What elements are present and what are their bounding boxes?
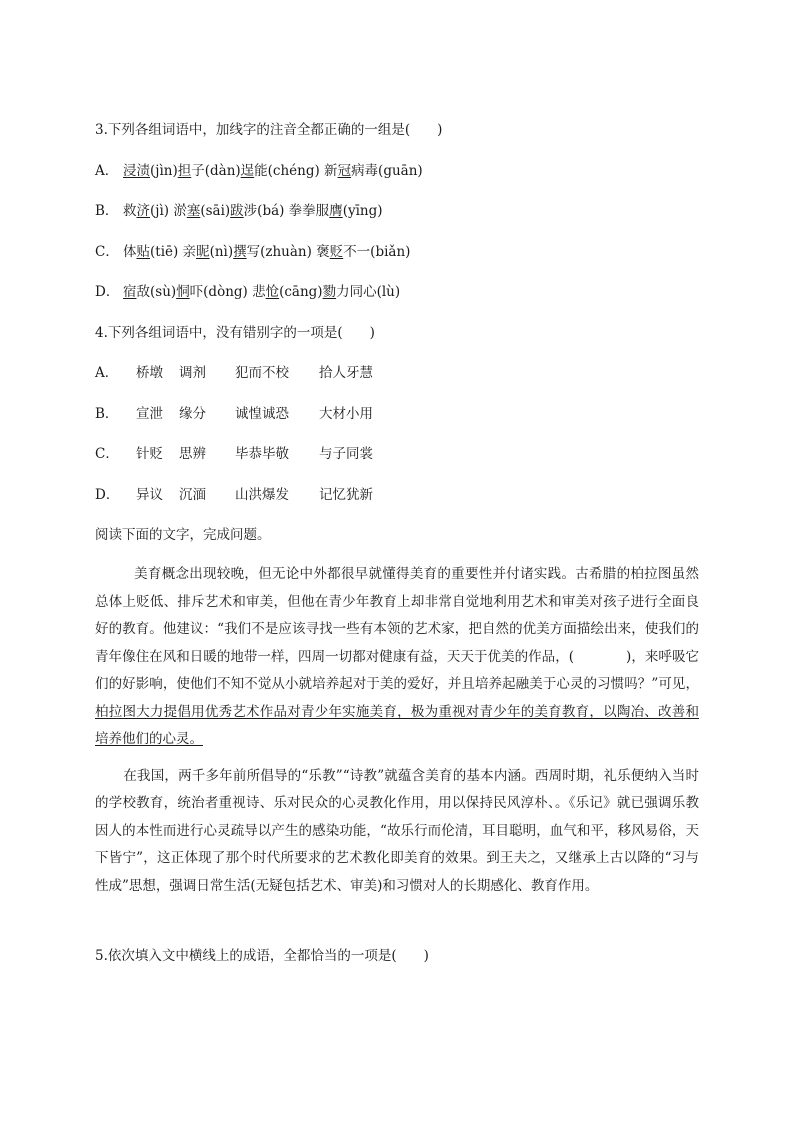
option-word: 思辨	[179, 446, 206, 462]
option-label: D．	[95, 487, 120, 503]
option-text: (yīng)	[342, 203, 383, 219]
question-4-stem: 4.下列各组词语中，没有错别字的一项是( )	[95, 325, 375, 341]
option-label: B．	[95, 406, 119, 422]
option-word: 针贬	[136, 446, 163, 462]
option-text: (tiē) 亲	[150, 244, 197, 260]
option-text: (cāng)	[279, 284, 323, 300]
option-text: (nì)	[209, 244, 234, 260]
option-text: 病毒(guān)	[351, 163, 423, 179]
underlined-sentence: 柏拉图大力提倡用优秀艺术作品对青少年实施美育，极为重视对青少年的美育教育，以陶冶、改善和培养他们的心灵。	[95, 703, 699, 747]
option-label: A．	[95, 163, 119, 179]
option-text: (sāi)	[200, 203, 231, 219]
option-word: 缘分	[179, 406, 206, 422]
underlined-character: 勠	[322, 284, 337, 300]
underlined-character: 撰	[233, 244, 247, 260]
question-3-option-b	[95, 202, 383, 220]
option-word: 宣泄	[136, 406, 163, 422]
option-text: 力同心(lù)	[336, 284, 401, 300]
question-5-stem: 5.依次填入文中横线上的成语，全都恰当的一项是( )	[95, 948, 429, 964]
underlined-character: 膺	[329, 203, 343, 219]
question-3-option-c	[95, 243, 410, 261]
underlined-character: 济	[136, 203, 150, 219]
option-word: 诚惶诚恐	[235, 406, 289, 422]
question-4-option-c	[95, 445, 373, 463]
option-word: 拾人牙慧	[319, 365, 373, 381]
underlined-character: 昵	[196, 244, 210, 260]
option-text: 子(dàn)	[191, 163, 241, 179]
underlined-character: 贬	[329, 244, 344, 260]
reading-passage	[95, 561, 699, 900]
option-label: C．	[95, 446, 119, 462]
question-4-option-d	[95, 486, 373, 504]
underlined-character: 贴	[136, 244, 150, 260]
underlined-character: 跋	[230, 203, 244, 219]
option-text: 救	[123, 203, 137, 219]
question-3-option-a	[95, 162, 423, 180]
option-word: 与子同裳	[319, 446, 373, 462]
option-label: C．	[95, 244, 119, 260]
option-word: 异议	[136, 487, 163, 503]
option-word: 犯而不校	[235, 365, 289, 381]
underlined-character: 浸渍	[123, 163, 150, 179]
option-word: 大材小用	[319, 406, 373, 422]
option-word: 沉湎	[179, 487, 206, 503]
underlined-character: 宿	[123, 284, 137, 300]
option-text: 不一(biǎn)	[343, 244, 411, 260]
option-text: 体	[123, 244, 137, 260]
option-text: (jì) 淤	[150, 203, 187, 219]
underlined-character: 怆	[265, 284, 280, 300]
option-text: 敌(sù)	[136, 284, 177, 300]
underlined-character: 担	[177, 163, 192, 179]
option-label: A．	[95, 365, 119, 381]
option-text: 涉(bá) 拳拳服	[243, 203, 330, 219]
reading-instruction: 阅读下面的文字，完成问题。	[95, 527, 271, 543]
blank-open-paren: (	[568, 648, 575, 665]
option-label: D．	[95, 284, 120, 300]
blank-close-paren: )	[626, 648, 632, 665]
underlined-character: 逞	[240, 163, 255, 179]
option-word: 桥墩	[136, 365, 163, 381]
option-text: 吓(dòng) 悲	[189, 284, 266, 300]
option-word: 毕恭毕敬	[235, 446, 289, 462]
option-text: 能(chéng) 新	[254, 163, 338, 179]
underlined-character: 塞	[186, 203, 201, 219]
option-text: 写(zhuàn) 褒	[246, 244, 330, 260]
passage-paragraph-1	[95, 561, 699, 754]
question-4-option-a	[95, 364, 373, 382]
passage-paragraph-2: 在我国，两千多年前所倡导的“乐教”“诗教”就蕴含美育的基本内涵。西周时期，礼乐便纳入当时的学校教育，统治者重视诗、乐对民众的心灵教化作用，用以保持民风淳朴、。《乐记》就已强调乐教因人的本性而进行心灵疏导以产生的感染功能，“故乐行而伦清，耳目聪明，血气和平，移风易俗，天下皆宁”，这正体现了那个时代所要求的艺术教化即美育的效果。到王夫之，又继承上古以降的“习与性成”思想，强调日常生活(无疑包括艺术、审美)和习惯对人的长期感化、教育作用。	[95, 767, 699, 894]
underlined-character: 冠	[337, 163, 352, 179]
underlined-character: 恫	[176, 284, 190, 300]
option-label: B．	[95, 203, 119, 219]
question-3-stem: 3.下列各组词语中，加线字的注音全都正确的一组是( )	[95, 122, 443, 138]
question-4-option-b	[95, 405, 373, 423]
option-word: 调剂	[179, 365, 206, 381]
option-word: 山洪爆发	[235, 487, 289, 503]
option-word: 记忆犹新	[319, 487, 373, 503]
question-3-option-d	[95, 283, 400, 301]
option-text: (jìn)	[150, 163, 178, 179]
passage-text: ，来呼吸它们的好影响，使他们不知不觉从小就培养起对于美的爱好，并且培养起融美于心灵的习惯吗？”可见，	[95, 648, 700, 692]
passage-text: 美育概念出现较晚，但无论中外都很早就懂得美育的重要性并付诸实践。古希腊的柏拉图虽然总体上贬低、排斥艺术和审美，但他在青少年教育上却非常自觉地利用艺术和审美对孩子进行全面良好的教育。他建议：“我们不是应该寻找一些有本领的艺术家，把自然的优美方面描绘出来，使我们的青年像住在风和日暖的地带一样，四周一切都对健康有益，天天于优美的作品，	[95, 566, 699, 665]
